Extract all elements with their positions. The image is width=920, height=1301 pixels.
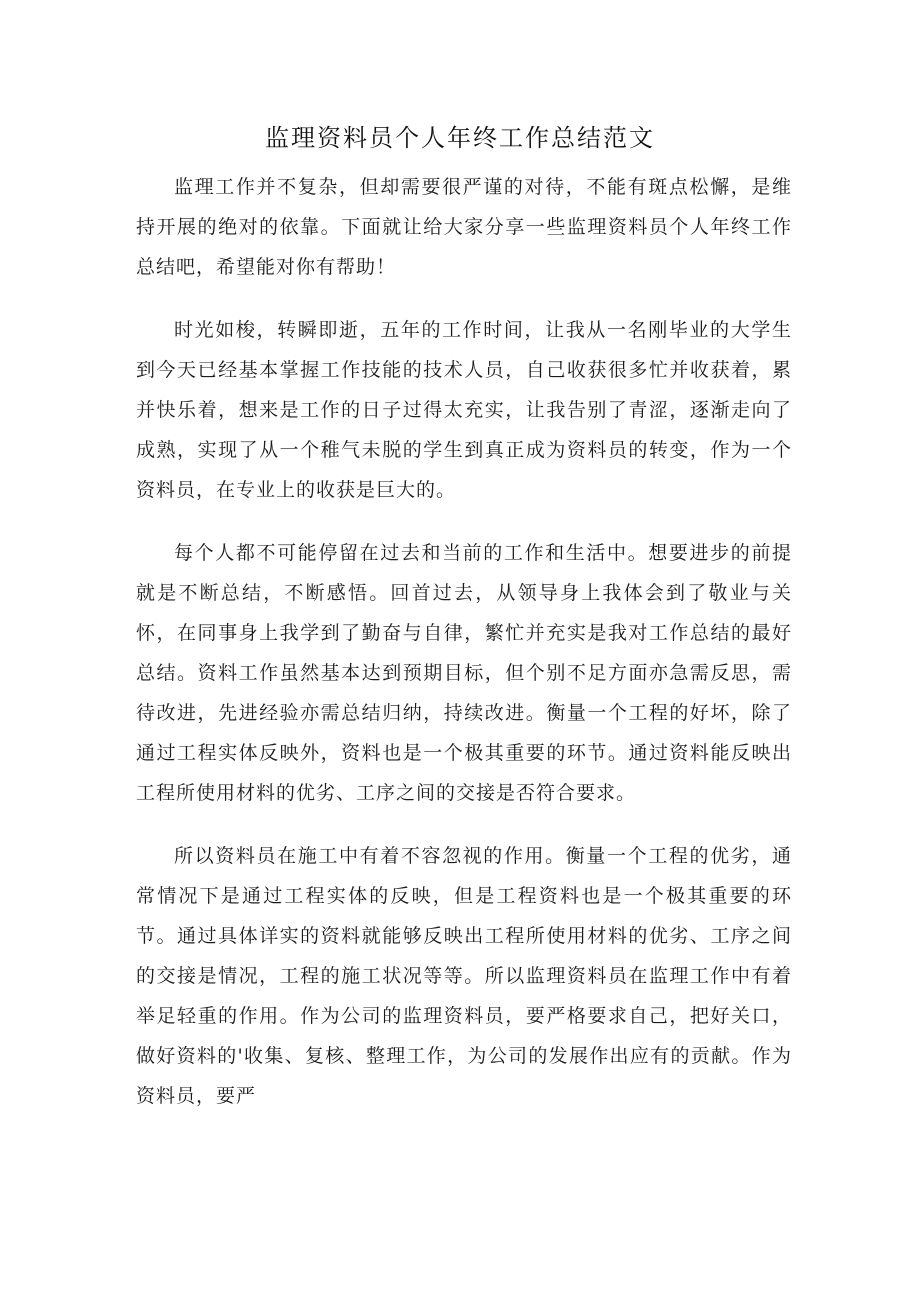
paragraph-intro: 监理工作并不复杂，但却需要很严谨的对待，不能有斑点松懈，是维持开展的绝对的依靠。下面就让给大家分享一些监理资料员个人年终工作总结吧，希望能对你有帮助！ <box>136 176 792 278</box>
document-title: 监理资料员个人年终工作总结范文 <box>265 124 655 152</box>
paragraph-role: 所以资料员在施工中有着不容忽视的作用。衡量一个工程的优劣，通常情况下是通过工程实体的反映，但是工程资料也是一个极其重要的环节。通过具体详实的资料就能够反映出工程所使用材料的优劣、工序之间的交接是情况，工程的施工状况等等。所以监理资料员在监理工作中有着举足轻重的作用。作为公司的监理资料员，要严格要求自己，把好关口，做好资料的'收集、复核、整理工作，为公司的发展作出应有的贡献。作为资料员，要严 <box>136 845 792 1107</box>
paragraph-reflection: 每个人都不可能停留在过去和当前的工作和生活中。想要进步的前提就是不断总结，不断感悟。回首过去，从领导身上我体会到了敬业与关怀，在同事身上我学到了勤奋与自律，繁忙并充实是我对工作总结的最好总结。资料工作虽然基本达到预期目标，但个别不足方面亦急需反思，需待改进，先进经验亦需总结归纳，持续改进。衡量一个工程的好坏，除了通过工程实体反映外，资料也是一个极其重要的环节。通过资料能反映出工程所使用材料的优劣、工序之间的交接是否符合要求。 <box>136 542 792 804</box>
document-body <box>136 167 792 1139</box>
paragraph-experience: 时光如梭，转瞬即逝，五年的工作时间，让我从一名刚毕业的大学生到今天已经基本掌握工作技能的技术人员，自己收获很多忙并收获着，累并快乐着，想来是工作的日子过得太充实，让我告别了青涩，逐渐走向了成熟，实现了从一个稚气未脱的学生到真正成为资料员的转变，作为一个资料员，在专业上的收获是巨大的。 <box>136 319 792 501</box>
